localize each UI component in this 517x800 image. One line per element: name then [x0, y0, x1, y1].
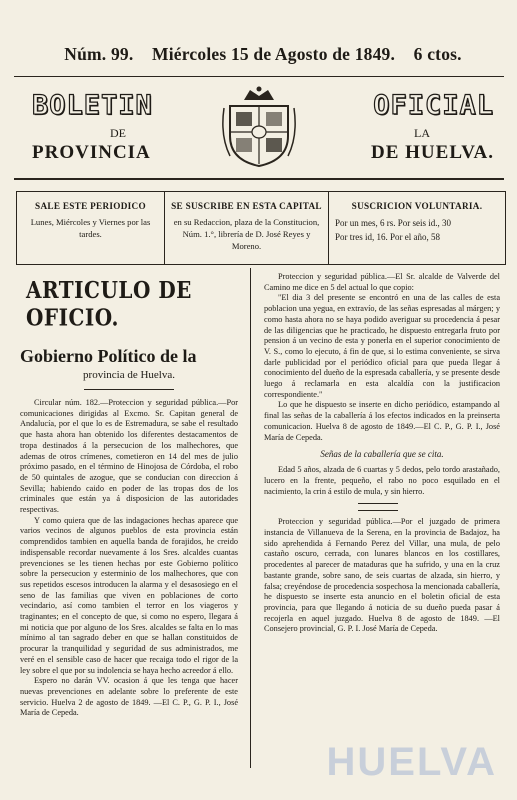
column-divider [250, 268, 251, 768]
box-text: en su Redaccion, plaza de la Constitucion, Núm. 1.°, librería de D. José Reyes y Moreno. [173, 217, 320, 251]
right-column [264, 272, 500, 635]
box-heading: SUSCRICION VOLUNTARIA. [351, 201, 483, 211]
top-rule [14, 76, 504, 77]
price-line: Por un mes, 6 rs. Por seis id., 30 [335, 218, 452, 228]
price-line: Por tres id, 16. Por el año, 58 [335, 232, 440, 242]
paragraph: "El dia 3 del presente se encontró en una de las calles de esta poblacion una yegua, en extravío, de las señas espresadas al márgen; y como hasta ahora no se haya podido averiguar su procedencia á pesar de las diligencias que he practicado, he dispuesto entregarla fruto por pension á un vecino de esta y ponerla en el superior conocimiento de V. S., como lo ejecuto, á fin de que, si lo estima conveniente, se sirva darle publicidad por el periódico oficial para que pueda llegar á conocimiento del dueño de la espresada caballería, y se presente desde luego á reclamarla en esta alcaldía con la justificacion correspondiente." [264, 293, 500, 399]
box-text: Lunes, Miércoles y Viernes por las tardes. [30, 217, 151, 239]
short-rule [84, 389, 174, 390]
paragraph: Y como quiera que de las indagaciones hechas aparece que varios vecinos de algunos pueblos de esta provincia están comprendidos tambien en aquella banda de forajidos, he creido indispensable recordar nuevamente á los Sres. alcaldes cuantas prevenciones se les tienen hechas por este Gobierno político sobre la persecucion y esterminio de los malhechores, que con sus repetidos escesos introducen la alarma y el desasosiego en el seno de las familias que viven en poblaciones de corto vecindario, así como tambien el terror en los viageros y traginantes; en el concepto de que, si como no espero, llegara á mi noticia que por alguno de los Sres. alcaldes se falta en lo mas mínimo al tan sagrado deber en que se hallan constituidos de procurar la tranquilidad y seguridad de sus administrados, me veré en el sensible caso de hacer que recaiga todo el rigor de la ley sobre el que por su indolencia se haya hecho acreedor á ello. [20, 515, 238, 675]
issue-date: Miércoles 15 de Agosto de 1849. [152, 44, 396, 64]
paragraph: Espero no darán VV. ocasion á que les tenga que hacer nuevas prevenciones en adelante sobre lo preferente de este servicio. Huelva 2 de agosto de 1849. —El C. P., G. P. I., José María de Cepeda. [20, 676, 238, 718]
section-title: ARTICULO DE OFICIO. [26, 276, 192, 332]
title-oficial: OFICIAL [373, 90, 494, 121]
issue-price: 6 ctos. [413, 44, 462, 64]
subscription-price-box [329, 192, 505, 264]
paragraph: Edad 5 años, alzada de 6 cuartas y 5 dedos, pelo tordo arastañado, lucero en la frente, pequeño, el rabo no poco esquilado en el nacimiento, la crin á estilo de mula, y sin hierro. [264, 465, 500, 496]
subscription-box [16, 191, 506, 265]
title-de-huelva: DE HUELVA. [371, 142, 494, 163]
paragraph: Circular núm. 182.—Proteccion y seguridad pública.—Por comunicaciones dirigidas al Excmo. Sr. Capitan general de Andalucía, por el que lo es de Estremadura, se sabe el resultado que hasta ahora han obtenido los diferentes destacamentos de tropa destinados á la persecucion de los malhechores, que ademas de otros crímenes, cometieron en 14 del mes de julio próximo pasado, en el término de Hinojosa de Córdoba, el robo de 50 quintales de azogue, que se conducian con direccion á Sevilla; habiendo caido en poder de las tropas dos de los criminales que están ya á disposicion de las autoridades respectivas. [20, 398, 238, 515]
masthead-line [22, 44, 504, 65]
publication-days-box [17, 192, 165, 264]
subscription-location-box [165, 192, 329, 264]
left-column [20, 272, 238, 719]
paragraph: Lo que he dispuesto se inserte en dicho periódico, estampando al final las señas de la caballería á los efectos indicados en la preinserta comunicacion. Huelva 8 de agosto de 1849.—El C. P., G. P. I., José María de Cepeda. [264, 400, 500, 442]
box-heading: SE SUSCRIBE EN ESTA CAPITAL [171, 201, 322, 211]
title-de: DE [110, 126, 126, 140]
title-la: LA [414, 126, 430, 140]
ornament-rule [358, 503, 398, 511]
paragraph: Proteccion y seguridad pública.—Por el juzgado de primera instancia de Villanueva de la Serena, en la provincia de Badajoz, ha sido aprehendida á Fernando Perez del Villar, una mula, de pelo castaño oscuro, cerrada, con lunares blancos en los costillares, procedentes al parecer de mataduras que ha sufrido, y una en la cruz bastante grande, sobre sano, de seis cuartas de alzada, sin hierro, y falsa; creyéndose de procedencia sospechosa la mencionada caballería, he dispuesto se inserte esta anuncio en el boletin oficial de esta provincia, para que llegando á noticia de su dueño pueda pasar á recojerla en aquel juzgado. Huelva 8 de agosto de 1849. —El Consejero provincial, G. P. I. José María de Cepeda. [264, 517, 500, 634]
archive-watermark: HUELVA [326, 740, 497, 784]
title-block [14, 90, 504, 170]
description-heading: Señas de la caballería que se cita. [320, 449, 444, 460]
paragraph: Proteccion y seguridad pública.—El Sr. alcalde de Valverde del Camino me dice en 5 del actual lo que copio: [264, 272, 500, 292]
article-subheading: provincia de Huelva. [83, 369, 175, 381]
title-provincia: PROVINCIA [32, 142, 151, 163]
title-boletin: BOLETIN [32, 90, 153, 121]
coat-of-arms-icon [220, 86, 298, 168]
box-heading: SALE ESTE PERIODICO [35, 201, 146, 211]
article-heading: Gobierno Político de la [20, 346, 197, 366]
issue-number: Núm. 99. [64, 44, 134, 64]
title-rule [14, 178, 504, 180]
